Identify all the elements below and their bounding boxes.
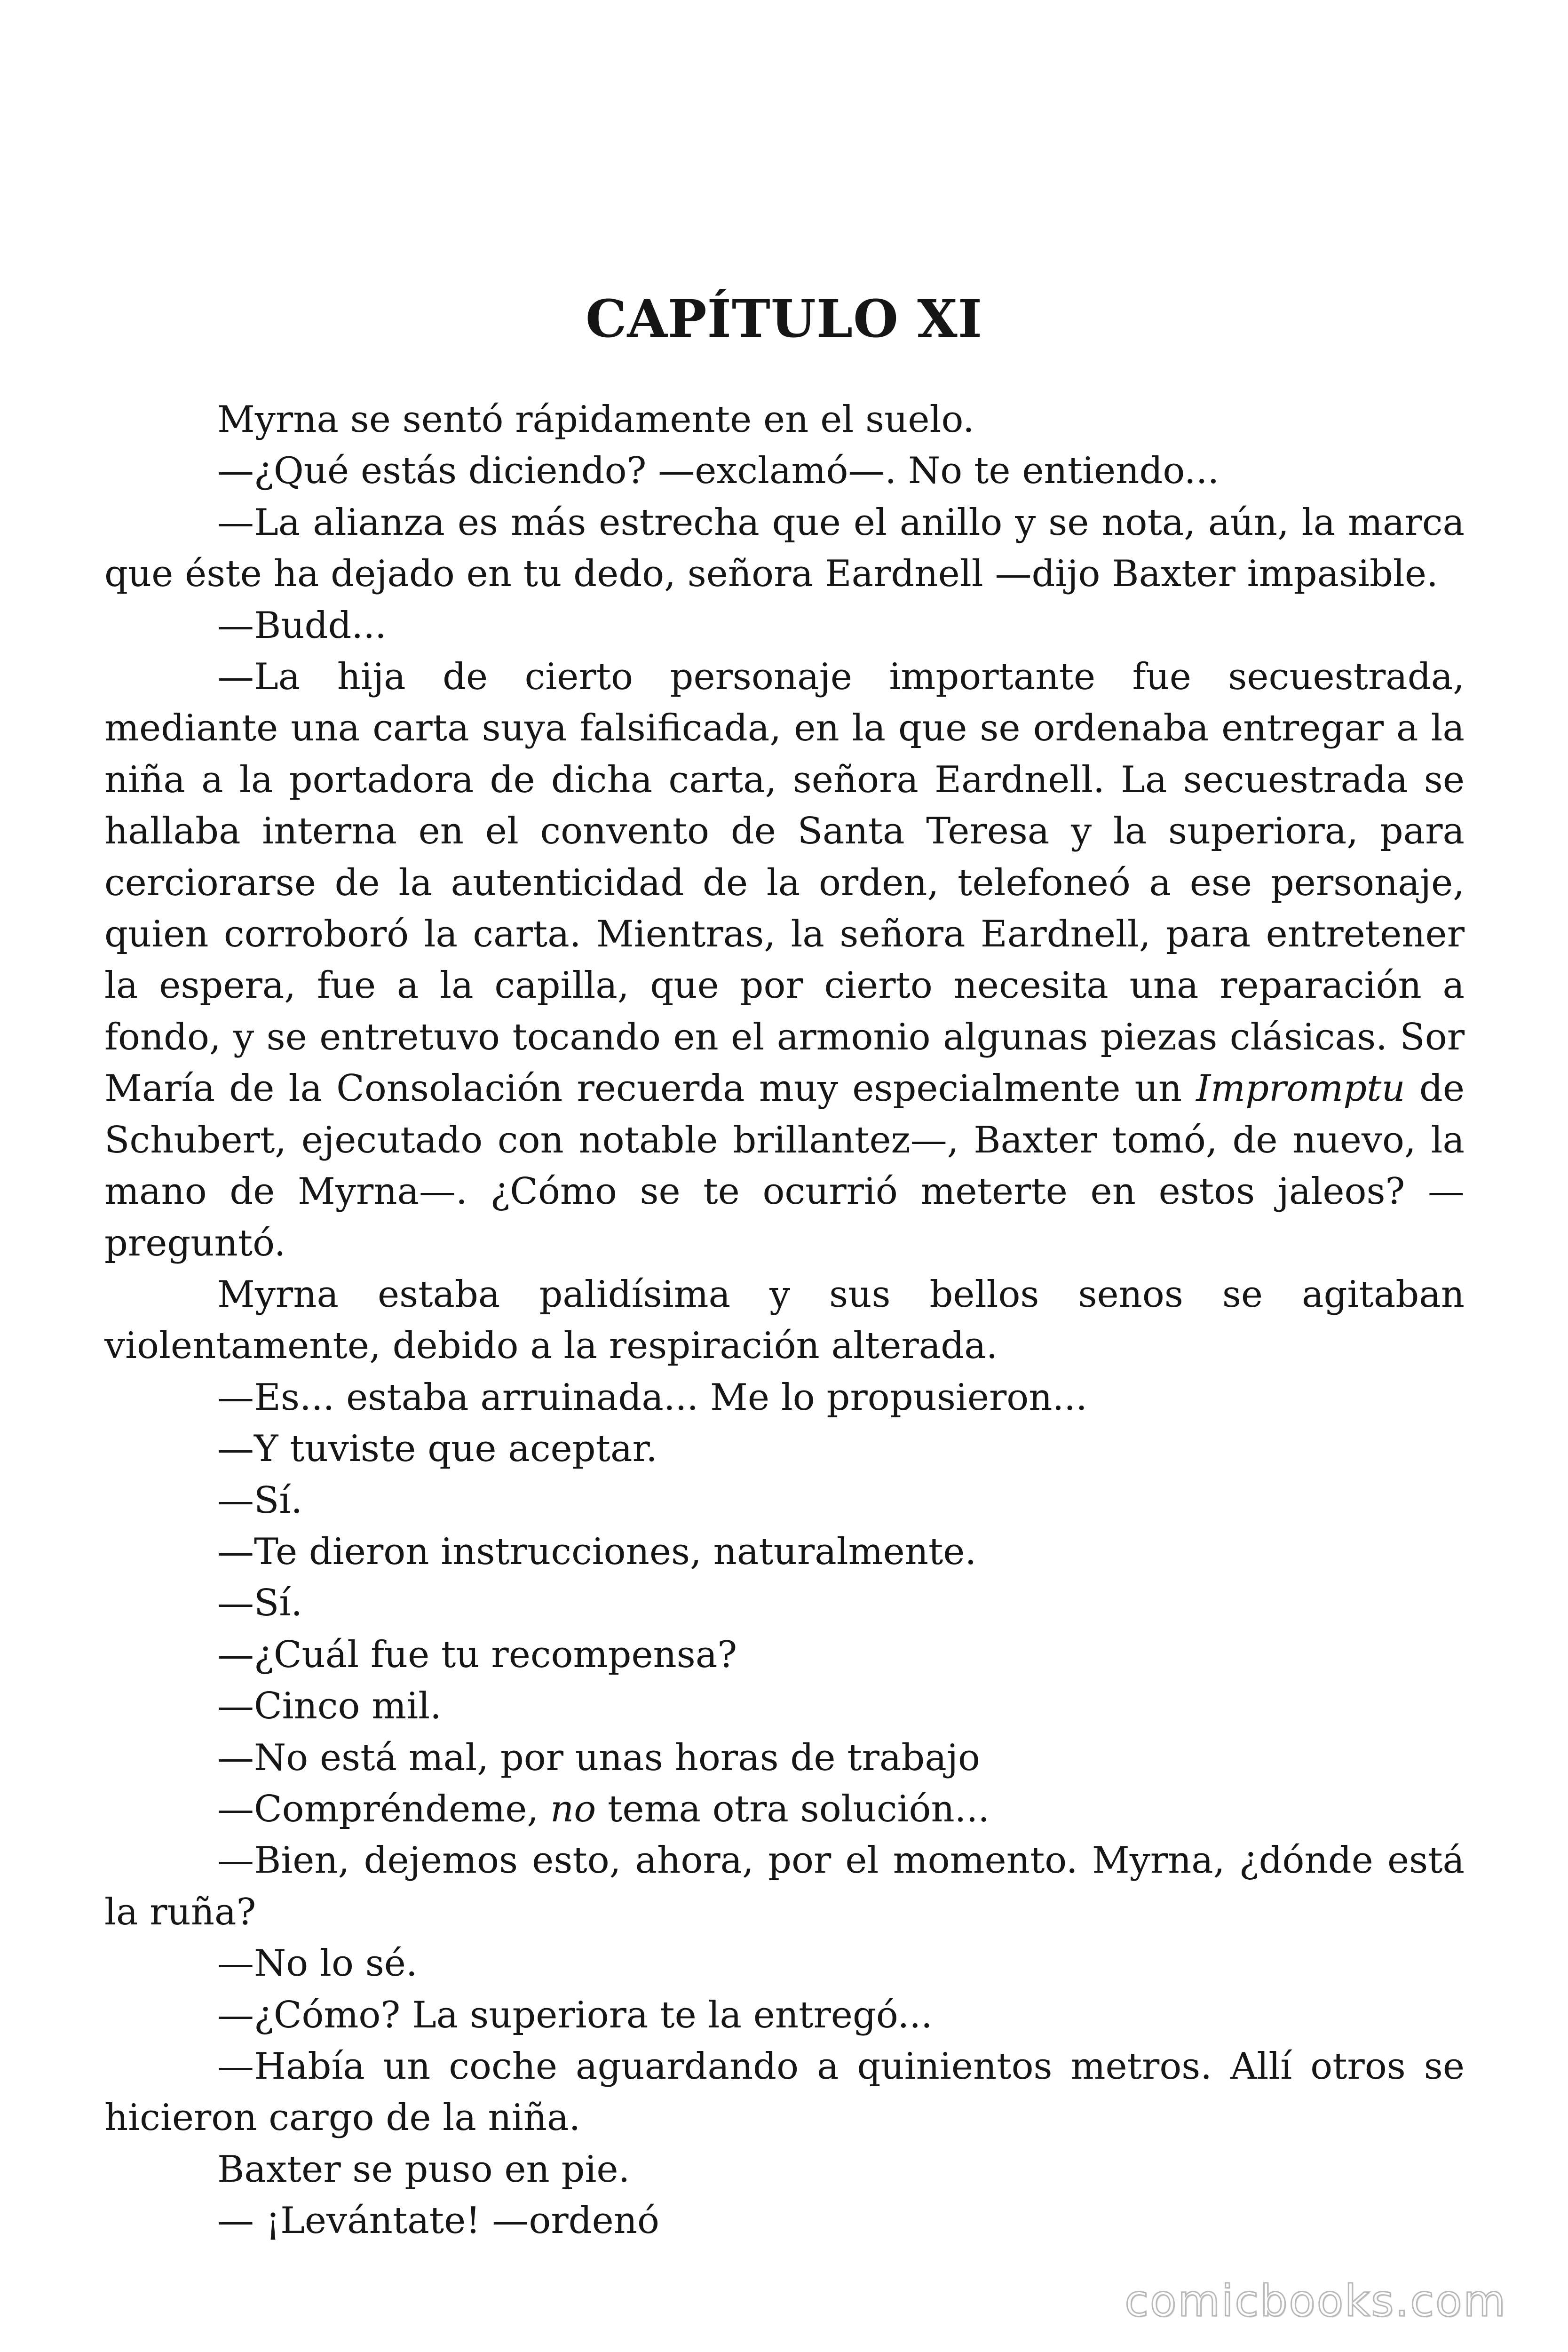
- paragraph: —Cinco mil.: [217, 1685, 442, 1728]
- paragraph: —No está mal, por unas horas de trabajo: [217, 1736, 981, 1779]
- paragraph: [104, 1784, 1465, 1835]
- site-watermark: comicbooks.com: [1125, 2276, 1507, 2326]
- paragraph: Myrna estaba palidísima y sus bellos senos se agitaban violentamente, debido a la respiración alterada.: [104, 1273, 1465, 1367]
- paragraph-text: tema otra solución...: [596, 1788, 990, 1830]
- paragraph: —Budd...: [217, 604, 387, 647]
- emphasized-text: no: [550, 1788, 596, 1830]
- paragraph-text: —La hija de cierto personaje importante fue secuestrada, mediante una carta suya falsificada, en la que se ordenaba entregar a la niña a la portadora de dicha carta, señora Eardnell. La secuestrada se hallaba interna en el convento de Santa Teresa y la superiora, para cerciorarse de la autenticidad de la orden, telefoneó a ese personaje, quien corroboró la carta. Mientras, la señora Eardnell, para entretener la espera, fue a la capilla, que por cierto necesita una reparación a fondo, y se entretuvo tocando en el armonio algunas piezas clásicas. Sor María de la Consolación recuerda muy especialmente un: [104, 656, 1465, 1110]
- paragraph: —Te dieron instrucciones, naturalmente.: [217, 1530, 977, 1573]
- paragraph: —Sí.: [217, 1582, 303, 1625]
- chapter-title: CAPÍTULO XI: [585, 288, 983, 349]
- paragraph: Myrna se sentó rápidamente en el suelo.: [217, 398, 974, 441]
- paragraph: —Había un coche aguardando a quinientos metros. Allí otros se hicieron cargo de la niña.: [104, 2045, 1465, 2139]
- paragraph: —La alianza es más estrecha que el anillo y se nota, aún, la marca que éste ha dejado en tu dedo, señora Eardnell —dijo Baxter impasible.: [104, 501, 1465, 596]
- paragraph: —Y tuviste que aceptar.: [217, 1428, 657, 1470]
- paragraph: Baxter se puso en pie.: [217, 2148, 630, 2191]
- paragraph: —Sí.: [217, 1479, 303, 1522]
- paragraph: — ¡Levántate! —ordenó: [217, 2200, 659, 2242]
- paragraph-text: de Schubert, ejecutado con notable brillantez—, Baxter tomó, de nuevo, la mano de Myrna—. ¿Cómo se te ocurrió meterte en estos jaleos? —preguntó.: [104, 1067, 1465, 1264]
- paragraph: —¿Qué estás diciendo? —exclamó—. No te entiendo...: [217, 450, 1220, 493]
- paragraph: —Bien, dejemos esto, ahora, por el momento. Myrna, ¿dónde está la ruña?: [104, 1839, 1465, 1933]
- chapter-body: [104, 394, 1465, 2247]
- paragraph: [104, 652, 1465, 1269]
- paragraph: —No lo sé.: [217, 1942, 418, 1985]
- emphasized-text: Impromptu: [1196, 1067, 1405, 1110]
- paragraph: —¿Cuál fue tu recompensa?: [217, 1633, 737, 1676]
- paragraph: —¿Cómo? La superiora te la entregó...: [217, 1994, 933, 2036]
- paragraph: —Es... estaba arruinada... Me lo propusieron...: [217, 1376, 1087, 1419]
- paragraph-text: —Compréndeme,: [217, 1788, 551, 1830]
